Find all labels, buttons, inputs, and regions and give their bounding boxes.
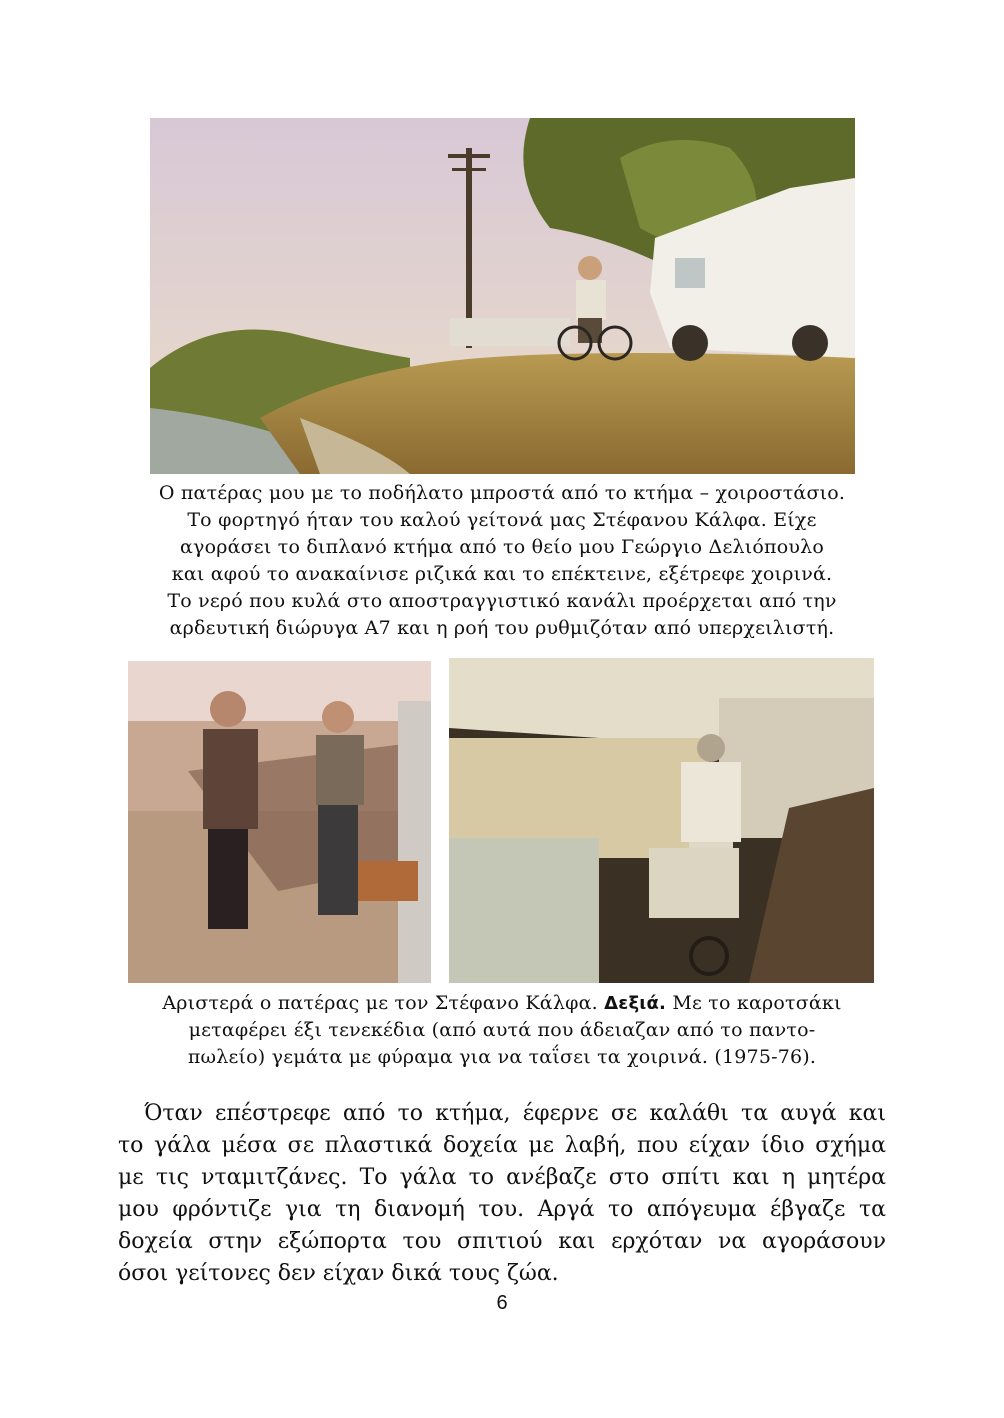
caption-bold-label: Δεξιά. (604, 993, 667, 1014)
caption-bottom (100, 990, 904, 1071)
caption-line: Το νερό που κυλά στο αποστραγγιστικό κανάλι προέρχεται από την (167, 590, 837, 612)
caption-line: μεταφέρει έξι τενεκέδια (από αυτά που άδειαζαν από το παντο- (188, 1019, 816, 1041)
paragraph-line: Όταν επέστρεφε από το κτήμα, έφερνε σε καλάθι τα αυγά και (144, 1101, 886, 1126)
caption-text: Με το καροτσάκι (666, 992, 842, 1014)
caption-line: Το φορτηγό ήταν του καλού γείτονά μας Στέφανου Κάλφα. Είχε (187, 509, 817, 531)
paragraph-line: μου φρόντιζε για τη διανομή του. Αργά το απόγευμα έβγαζε τα (118, 1197, 886, 1222)
caption-line: αρδευτική διώρυγα Α7 και η ροή του ρυθμιζόταν από υπερχειλιστή. (169, 617, 835, 639)
caption-text: Αριστερά ο πατέρας με τον Στέφανο Κάλφα. (162, 992, 605, 1014)
paragraph-line: με τις νταμιτζάνες. Το γάλα το ανέβαζε στο σπίτι και η μητέρα (118, 1165, 886, 1190)
paragraph-line: δοχεία στην εξώπορτα του σπιτιού και ερχόταν να αγοράσουν (118, 1229, 886, 1254)
caption-top (100, 480, 904, 642)
photo-two-men-yard (128, 661, 431, 983)
photo-man-bicycle-van (150, 118, 855, 474)
body-paragraph (118, 1098, 886, 1290)
caption-line: πωλείο) γεμάτα με φύραμα για να ταΐσει τα χοιρινά. (1975-76). (187, 1046, 817, 1068)
caption-line (100, 990, 904, 1017)
caption-line: αγοράσει το διπλανό κτήμα από το θείο μου Γεώργιο Δελιόπουλο (180, 536, 824, 558)
page-number: 6 (496, 1292, 508, 1314)
paragraph-line: όσοι γείτονες δεν είχαν δικά τους ζώα. (118, 1261, 559, 1286)
caption-line: και αφού το ανακαίνισε ριζικά και το επέκτεινε, εξέτρεφε χοιρινά. (171, 563, 833, 585)
caption-line: Ο πατέρας μου με το ποδήλατο μπροστά από το κτήμα – χοιροστάσιο. (158, 482, 846, 504)
paragraph-line: το γάλα μέσα σε πλαστικά δοχεία με λαβή, που είχαν ίδιο σχήμα (118, 1133, 886, 1158)
photo-man-wheelbarrow (449, 658, 874, 983)
